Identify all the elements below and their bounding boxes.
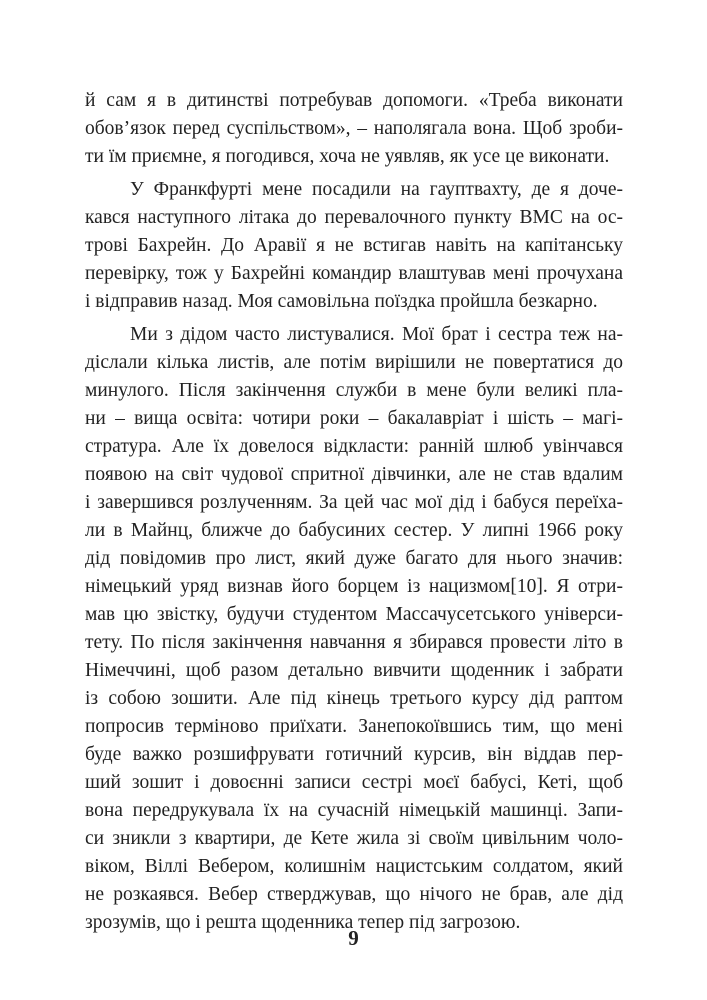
text-line: віком, Віллі Вебером, колишнім нацистським солдатом, який — [85, 856, 623, 877]
text-line: ни – вища освіта: чотири роки – бакалавріат і шість – магі- — [85, 408, 623, 429]
page-number: 9 — [348, 926, 359, 950]
text-line: кався наступного літака до перевалочного пункту ВМС на ос- — [85, 207, 623, 228]
text-line: дід повідомив про лист, який дуже багато для нього значив: — [85, 548, 623, 569]
text-line: й сам я в дитинстві потребував допомоги. «Треба виконати — [85, 90, 623, 111]
text-line: тету. По після закінчення навчання я збирався провести літо в — [85, 632, 623, 653]
text-line: У Франкфурті мене посадили на гауптвахту, де я доче- — [130, 179, 623, 200]
text-line: обов’язок перед суспільством», – наполягала вона. Щоб зроби- — [85, 118, 623, 139]
text-line: не розкаявся. Вебер стверджував, що нічого не брав, але дід — [85, 884, 623, 905]
text-line: і завершився розлученням. За цей час мої дід і бабуся переїха- — [85, 492, 623, 513]
paragraph — [85, 176, 623, 316]
text-line: німецький уряд визнав його борцем із нацизмом[10]. Я отри- — [85, 576, 623, 597]
text-line: минулого. Після закінчення служби в мене були великі пла- — [85, 380, 623, 401]
text-line: діслали кілька листів, але потім вирішили не повертатися до — [85, 352, 623, 373]
paragraph — [85, 321, 623, 937]
text-line: стратура. Але їх довелося відкласти: ранній шлюб увінчався — [85, 436, 623, 457]
text-line: буде важко розшифрувати готичний курсив, він віддав пер- — [85, 744, 623, 765]
text-line: попросив терміново приїхати. Занепокоївшись тим, що мені — [85, 716, 623, 737]
paragraph — [85, 87, 623, 171]
text-line: мав цю звістку, будучи студентом Массачусетського універси- — [85, 604, 623, 625]
text-line: і відправив назад. Моя самовільна поїздка пройшла безкарно. — [85, 291, 598, 312]
text-line: Ми з дідом часто листувалися. Мої брат і сестра теж на- — [130, 324, 623, 345]
text-line: ти їм приємне, я погодився, хоча не уявляв, як усе це виконати. — [85, 146, 610, 167]
text-line: вона передрукувала їх на сучасній німецькій машинці. Запи- — [85, 800, 623, 821]
text-line: трові Бахрейн. До Аравії я не встигав навіть на капітанську — [85, 235, 623, 256]
text-line: ший зошит і довоєнні записи сестрі моєї бабусі, Кеті, щоб — [85, 772, 623, 793]
text-line: си зникли з квартири, де Кете жила зі своїм цивільним чоло- — [85, 828, 623, 849]
text-line: Німеччині, щоб разом детально вивчити щоденник і забрати — [85, 660, 623, 681]
text-line: появою на світ чудової спритної дівчинки, але не став вдалим — [85, 464, 623, 485]
text-line: перевірку, тож у Бахрейні командир влаштував мені прочухана — [85, 263, 623, 284]
page-body — [85, 87, 623, 942]
text-line: із собою зошити. Але під кінець третього курсу дід раптом — [85, 688, 623, 709]
text-line: зрозумів, що і решта щоденника тепер під загрозою. — [85, 912, 521, 933]
text-line: ли в Майнц, ближче до бабусиних сестер. У липні 1966 року — [85, 520, 623, 541]
